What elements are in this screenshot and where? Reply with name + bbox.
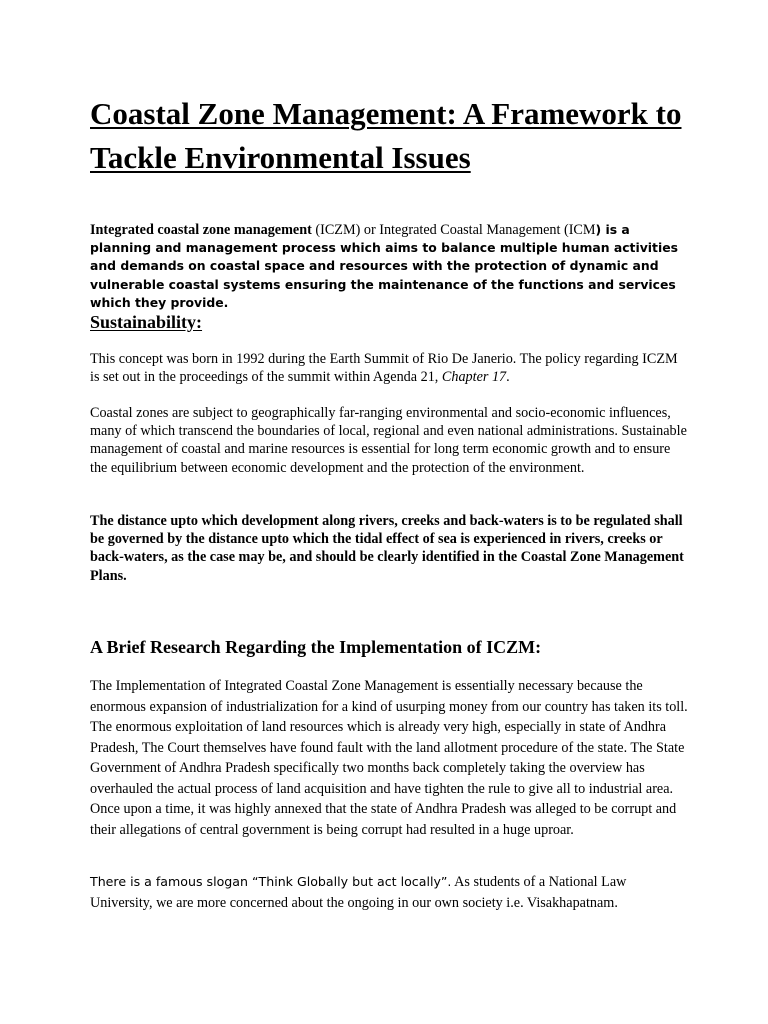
paragraph-earth-summit-text: This concept was born in 1992 during the Earth Summit of Rio De Janerio. The policy regarding ICZM is set out in the proceedings of the summit within Agenda 21, [90, 351, 678, 386]
intro-paragraph [90, 221, 690, 312]
sustainability-heading: Sustainability: [90, 312, 203, 332]
paragraph-implementation: The Implementation of Integrated Coastal Zone Management is essentially necessary because the enormous expansion of industrialization for a kind of usurping money from our country has taken its toll. The enormous exploitation of land resources which is already very high, especially in state of Andhra Pradesh, The Court themselves have found fault with the land allotment procedure of the state. The State Government of Andhra Pradesh specifically two months back completely taking the overview has overhauled the actual process of land acquisition and have tighten the rule to give all to industrial area. Once upon a time, it was highly annexed that the state of Andhra Pradesh was alleged to be corrupt and their allegations of central government is being corrupt had resulted in a huge uproar. [90, 678, 688, 838]
intro-bold-lead: Integrated coastal zone management [90, 222, 312, 238]
paragraph-regulation-distance: The distance upto which development along rivers, creeks and back-waters is to be regulated shall be governed by the distance upto which the tidal effect of sea is experienced in rivers, creeks or back-waters, as the case may be, and should be clearly identified in the Coastal Zone Management Plans. [90, 513, 684, 584]
chapter-reference: Chapter 17 [441, 369, 507, 386]
paragraph-earth-summit [90, 350, 690, 386]
paragraph-slogan [90, 872, 690, 913]
paragraph-earth-summit-end: . [506, 369, 510, 386]
research-heading: A Brief Research Regarding the Implementation of ICZM: [90, 637, 542, 657]
slogan-continuation: As students of a National Law University, we are more concerned about the ongoing in our own society i.e. Visakhapatnam. [90, 874, 627, 911]
intro-definition: ) is a planning and management process which aims to balance multiple human activities and demands on coastal space and resources with the protection of dynamic and vulnerable coastal systems ensuring the maintenance of the functions and services which they provide. [90, 222, 678, 310]
paragraph-coastal-zones: Coastal zones are subject to geographically far-ranging environmental and socio-economic influences, many of which transcend the boundaries of local, regional and even national administrations. Sustainable management of coastal and marine resources is essential for long term economic growth and to ensure the equilibrium between economic development and the protection of the environment. [90, 405, 687, 476]
slogan-text: There is a famous slogan “Think Globally but act locally”. [90, 874, 452, 889]
document-title: Coastal Zone Management: A Framework to Tackle Environmental Issues [90, 96, 682, 175]
intro-parenthetical: (ICZM) or Integrated Coastal Management (ICM [311, 222, 596, 238]
